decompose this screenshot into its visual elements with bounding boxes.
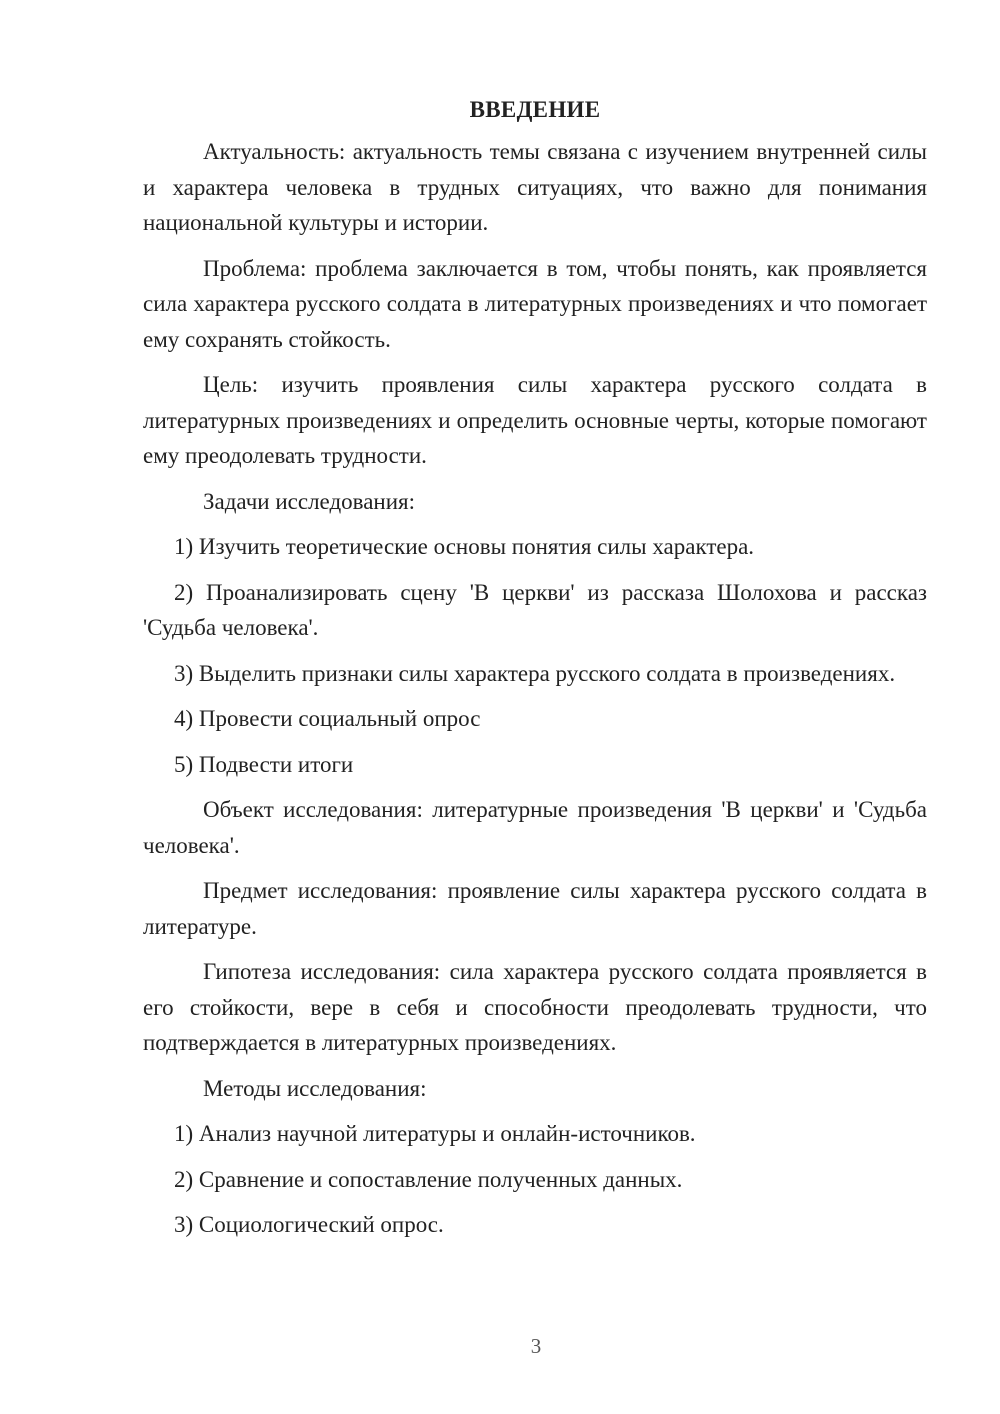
task-item: 4) Провести социальный опрос bbox=[174, 706, 481, 731]
relevance-paragraph: Актуальность: актуальность темы связана с изучением внутренней силы и характера человека в трудных ситуациях, что важно для понимания национальной культуры и истории. bbox=[143, 139, 927, 235]
method-item: 2) Сравнение и сопоставление полученных данных. bbox=[174, 1166, 683, 1192]
methods-title: Методы исследования: bbox=[203, 1075, 427, 1101]
task-item: 1) Изучить теоретические основы понятия силы характера. bbox=[174, 534, 755, 559]
method-item: 1) Анализ научной литературы и онлайн-источников. bbox=[174, 1121, 696, 1146]
goal-paragraph: Цель: изучить проявления силы характера русского солдата в литературных произведениях и определить основные черты, которые помогают ему преодолевать трудности. bbox=[143, 372, 927, 468]
task-item: 5) Подвести итоги bbox=[174, 751, 354, 777]
problem-paragraph: Проблема: проблема заключается в том, чтобы понять, как проявляется сила характера русского солдата в литературных произведениях и что помогает ему сохранять стойкость. bbox=[143, 255, 927, 352]
task-item: 2) Проанализировать сцену 'В церкви' из рассказа Шолохова и рассказ 'Судьба человека'. bbox=[143, 579, 927, 640]
hypothesis-paragraph: Гипотеза исследования: сила характера русского солдата проявляется в его стойкости, вере в себя и способности преодолевать трудности, что подтверждается в литературных произведениях. bbox=[143, 959, 927, 1055]
page-number: 3 bbox=[530, 1334, 542, 1358]
document-page bbox=[143, 92, 927, 1253]
tasks-title: Задачи исследования: bbox=[203, 488, 416, 514]
task-item: 3) Выделить признаки силы характера русского солдата в произведениях. bbox=[174, 660, 896, 686]
subject-paragraph: Предмет исследования: проявление силы характера русского солдата в литературе. bbox=[143, 878, 927, 939]
object-paragraph: Объект исследования: литературные произведения 'В церкви' и 'Судьба человека'. bbox=[143, 797, 927, 858]
method-item: 3) Социологический опрос. bbox=[174, 1212, 444, 1237]
section-heading: ВВЕДЕНИЕ bbox=[469, 97, 601, 122]
